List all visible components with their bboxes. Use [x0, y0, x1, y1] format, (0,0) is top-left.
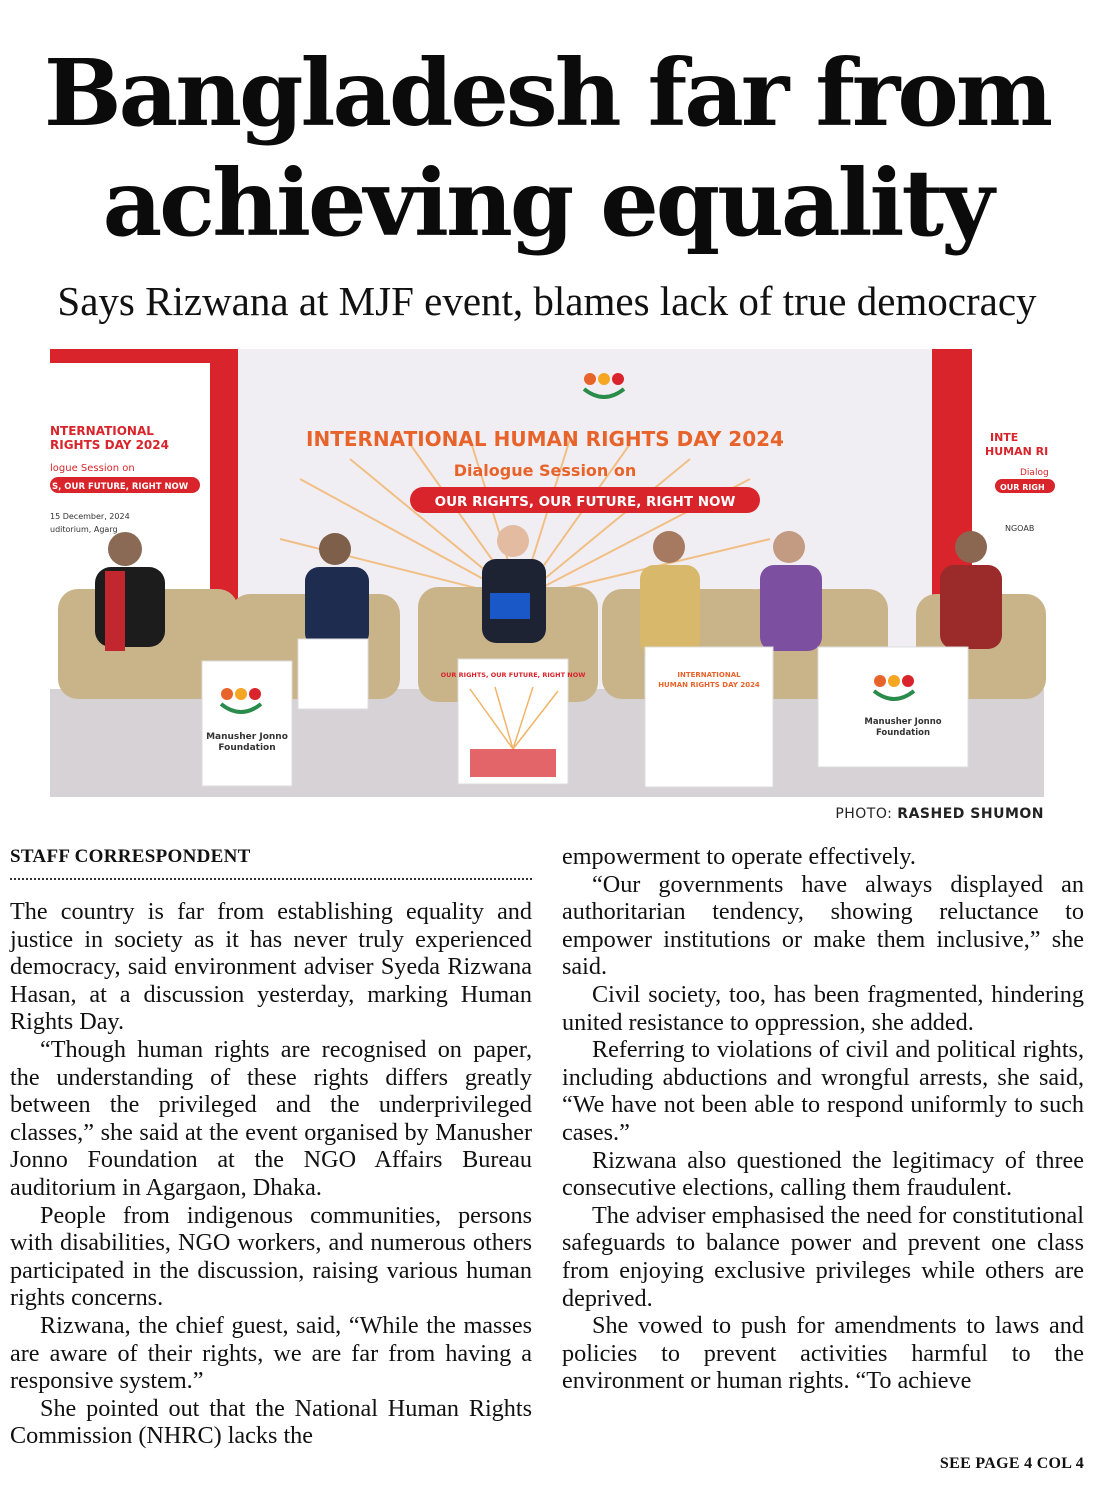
paragraph: The country is far from establishing equality and justice in society as it has never truly experienced democracy, said environment adviser Syeda Rizwana Hasan, at a discussion yesterday, marking Human Rights Day.: [10, 898, 532, 1036]
svg-text:NGOAB: NGOAB: [1005, 524, 1035, 533]
article-column-1: [10, 898, 532, 1450]
svg-text:RIGHTS DAY 2024: RIGHTS DAY 2024: [50, 438, 169, 452]
svg-text:INTE: INTE: [990, 431, 1019, 444]
byline: STAFF CORRESPONDENT: [10, 846, 532, 880]
paragraph: Referring to violations of civil and political rights, including abductions and wrongful arrests, she said, “We have not been able to respond uniformly to such cases.”: [562, 1036, 1084, 1146]
svg-text:logue Session on: logue Session on: [50, 463, 135, 474]
svg-text:Foundation: Foundation: [875, 728, 931, 738]
svg-text:15 December, 2024: 15 December, 2024: [50, 512, 130, 521]
svg-text:INTERNATIONAL: INTERNATIONAL: [677, 671, 741, 679]
banner-session: Dialogue Session on: [453, 461, 637, 480]
svg-text:Dialog: Dialog: [1020, 468, 1049, 478]
paragraph: “Though human rights are recognised on paper, the understanding of these rights differs greatly between the privileged and the underprivileged classes,” she said at the event organised by Manusher Jonno Foundation at the NGO Affairs Bureau auditorium in Agargaon, Dhaka.: [10, 1035, 532, 1201]
svg-text:HUMAN RIGHTS DAY 2024: HUMAN RIGHTS DAY 2024: [658, 681, 760, 689]
photo-credit: PHOTO: RASHED SHUMON: [835, 806, 1044, 822]
paragraph: “Our governments have always displayed an authoritarian tendency, showing reluctance to empower institutions or make them inclusive,” she said.: [562, 870, 1084, 981]
svg-text:HUMAN RI: HUMAN RI: [985, 445, 1049, 458]
svg-text:Manusher Jonno: Manusher Jonno: [206, 732, 288, 742]
continuation-note: SEE PAGE 4 COL 4: [939, 1455, 1084, 1472]
svg-text:Manusher Jonno: Manusher Jonno: [864, 717, 942, 727]
svg-text:OUR RIGH: OUR RIGH: [1000, 483, 1045, 492]
paragraph: The adviser emphasised the need for constitutional safeguards to balance power and prevent one class from enjoying exclusive privileges while others are deprived.: [562, 1201, 1084, 1312]
paragraph: Civil society, too, has been fragmented, hindering united resistance to oppression, she added.: [562, 980, 1084, 1036]
event-photo: [50, 349, 1049, 797]
paragraph: She pointed out that the National Human Rights Commission (NHRC) lacks the: [10, 1394, 532, 1450]
paragraph: People from indigenous communities, persons with disabilities, NGO workers, and numerous others participated in the discussion, raising various human rights concerns.: [10, 1201, 532, 1312]
subheadline: Says Rizwana at MJF event, blames lack of true democracy: [57, 278, 1037, 324]
banner-theme: OUR RIGHTS, OUR FUTURE, RIGHT NOW: [434, 494, 736, 510]
svg-text:uditorium, Agarg: uditorium, Agarg: [50, 525, 118, 534]
paragraph: Rizwana, the chief guest, said, “While the masses are aware of their rights, we are far from having a responsive system.”: [10, 1311, 532, 1395]
paragraph: Rizwana also questioned the legitimacy of three consecutive elections, calling them fraudulent.: [562, 1146, 1084, 1202]
article-column-2: [562, 843, 1084, 1395]
svg-text:S, OUR FUTURE, RIGHT NOW: S, OUR FUTURE, RIGHT NOW: [52, 482, 189, 492]
paragraph: empowerment to operate effectively.: [562, 843, 916, 870]
banner-title: INTERNATIONAL HUMAN RIGHTS DAY 2024: [306, 427, 784, 451]
svg-text:NTERNATIONAL: NTERNATIONAL: [50, 424, 154, 438]
svg-text:OUR RIGHTS, OUR FUTURE, RIGHT: OUR RIGHTS, OUR FUTURE, RIGHT NOW: [440, 671, 586, 679]
svg-text:Foundation: Foundation: [218, 743, 276, 753]
headline: Bangladesh far from achieving equality: [43, 39, 1051, 257]
paragraph: She vowed to push for amendments to laws and policies to prevent activities harmful to the environment or human rights. “To achieve: [562, 1312, 1084, 1395]
